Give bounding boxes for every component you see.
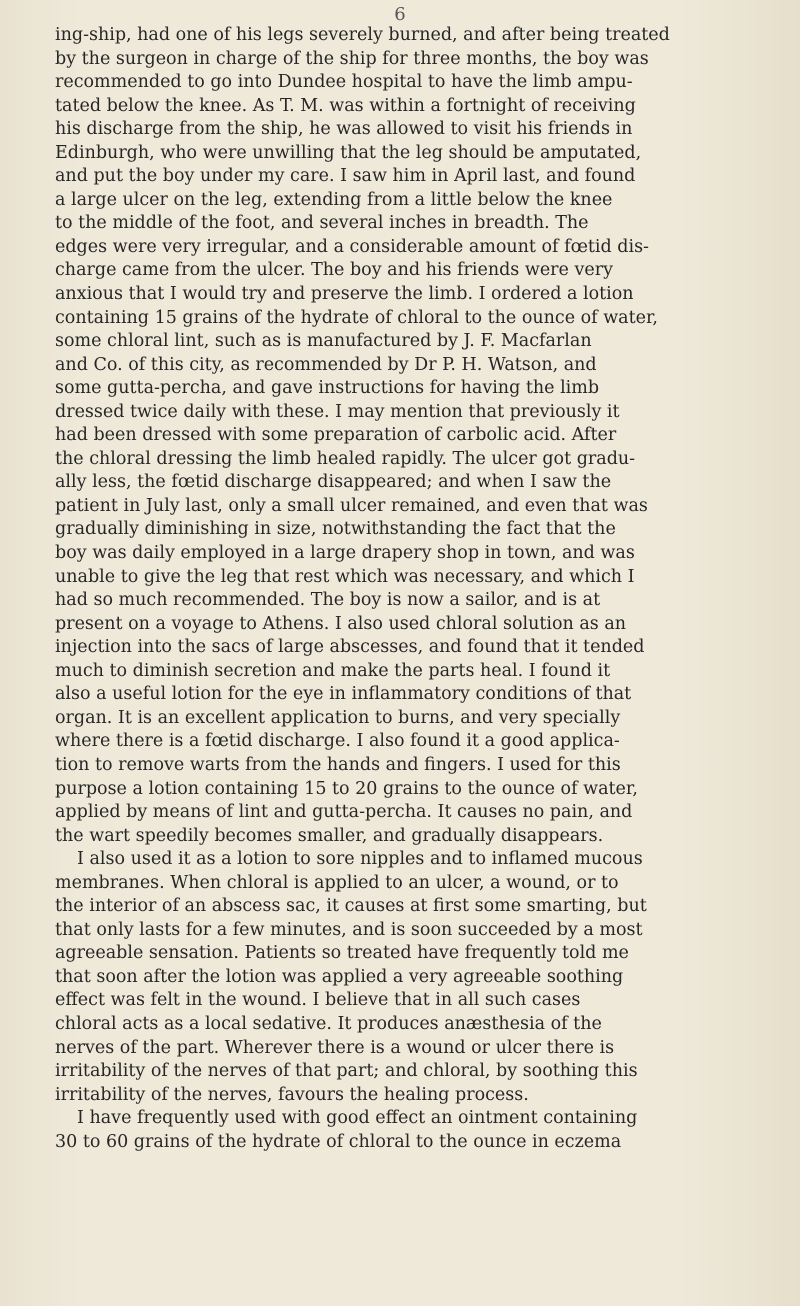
text-line: edges were very irregular, and a considerable amount of fœtid dis- bbox=[55, 236, 649, 257]
text-line: applied by means of lint and gutta-percha. It causes no pain, and bbox=[55, 802, 633, 823]
text-line: nerves of the part. Wherever there is a wound or ulcer there is bbox=[55, 1037, 615, 1058]
text-line: to the middle of the foot, and several inches in breadth. The bbox=[55, 213, 589, 234]
text-line: effect was felt in the wound. I believe that in all such cases bbox=[55, 990, 581, 1011]
text-line: a large ulcer on the leg, extending from a little below the knee bbox=[55, 189, 613, 210]
page-number: 6 bbox=[394, 4, 406, 25]
text-line: I also used it as a lotion to sore nipples and to inflamed mucous bbox=[77, 849, 643, 870]
text-line: unable to give the leg that rest which was necessary, and which I bbox=[55, 566, 635, 587]
text-line: agreeable sensation. Patients so treated have frequently told me bbox=[55, 943, 629, 964]
text-line: ally less, the fœtid discharge disappeared; and when I saw the bbox=[55, 472, 612, 493]
text-line: had so much recommended. The boy is now a sailor, and is at bbox=[55, 590, 601, 611]
text-line: and put the boy under my care. I saw him in April last, and found bbox=[55, 166, 636, 187]
text-line: also a useful lotion for the eye in inflammatory conditions of that bbox=[55, 684, 632, 705]
text-line: recommended to go into Dundee hospital to have the limb ampu- bbox=[55, 72, 633, 93]
text-line: charge came from the ulcer. The boy and his friends were very bbox=[55, 260, 613, 281]
text-line: by the surgeon in charge of the ship for three months, the boy was bbox=[55, 48, 649, 69]
text-line: present on a voyage to Athens. I also used chloral solution as an bbox=[55, 613, 627, 634]
text-line: much to diminish secretion and make the parts heal. I found it bbox=[55, 660, 611, 681]
text-line: purpose a lotion containing 15 to 20 grains to the ounce of water, bbox=[55, 778, 638, 799]
text-line: patient in July last, only a small ulcer remained, and even that was bbox=[55, 495, 648, 516]
text-line: where there is a fœtid discharge. I also found it a good applica- bbox=[55, 731, 620, 752]
text-line: ing-ship, had one of his legs severely burned, and after being treated bbox=[55, 25, 670, 45]
text-line: boy was daily employed in a large drapery shop in town, and was bbox=[55, 543, 635, 564]
text-line: membranes. When chloral is applied to an ulcer, a wound, or to bbox=[55, 872, 619, 893]
text-line: some chloral lint, such as is manufactured by J. F. Macfarlan bbox=[55, 331, 592, 352]
text-line: the interior of an abscess sac, it causes at first some smarting, but bbox=[55, 896, 647, 917]
text-line: irritability of the nerves, favours the healing process. bbox=[55, 1084, 529, 1105]
text-line: chloral acts as a local sedative. It produces anæsthesia of the bbox=[55, 1013, 602, 1034]
text-line: injection into the sacs of large abscesses, and found that it tended bbox=[55, 637, 645, 658]
text-line: tated below the knee. As T. M. was within a fortnight of receiving bbox=[55, 95, 636, 116]
text-line: dressed twice daily with these. I may mention that previously it bbox=[55, 401, 620, 422]
text-line: the chloral dressing the limb healed rapidly. The ulcer got gradu- bbox=[55, 448, 636, 469]
text-line: irritability of the nerves of that part; and chloral, by soothing this bbox=[55, 1061, 638, 1082]
text-line: the wart speedily becomes smaller, and gradually disappears. bbox=[55, 825, 604, 846]
text-line: that soon after the lotion was applied a very agreeable soothing bbox=[55, 966, 624, 987]
text-line: and Co. of this city, as recommended by Dr P. H. Watson, and bbox=[55, 354, 597, 375]
text-line: that only lasts for a few minutes, and is soon succeeded by a most bbox=[55, 919, 643, 940]
text-line: Edinburgh, who were unwilling that the leg should be amputated, bbox=[55, 142, 642, 163]
text-line: had been dressed with some preparation of carbolic acid. After bbox=[55, 425, 617, 446]
text-line: containing 15 grains of the hydrate of chloral to the ounce of water, bbox=[55, 307, 658, 328]
text-line: some gutta-percha, and gave instructions for having the limb bbox=[55, 378, 600, 399]
text-line: his discharge from the ship, he was allowed to visit his friends in bbox=[55, 119, 633, 140]
text-line: I have frequently used with good effect an ointment containing bbox=[77, 1108, 638, 1129]
text-line: tion to remove warts from the hands and fingers. I used for this bbox=[55, 754, 621, 775]
text-line: anxious that I would try and preserve the limb. I ordered a lotion bbox=[55, 284, 634, 305]
text-line: 30 to 60 grains of the hydrate of chloral to the ounce in eczema bbox=[55, 1131, 622, 1152]
text-line: gradually diminishing in size, notwithstanding the fact that the bbox=[55, 519, 616, 540]
text-line: organ. It is an excellent application to burns, and very specially bbox=[55, 707, 621, 728]
body-text bbox=[55, 24, 771, 1154]
